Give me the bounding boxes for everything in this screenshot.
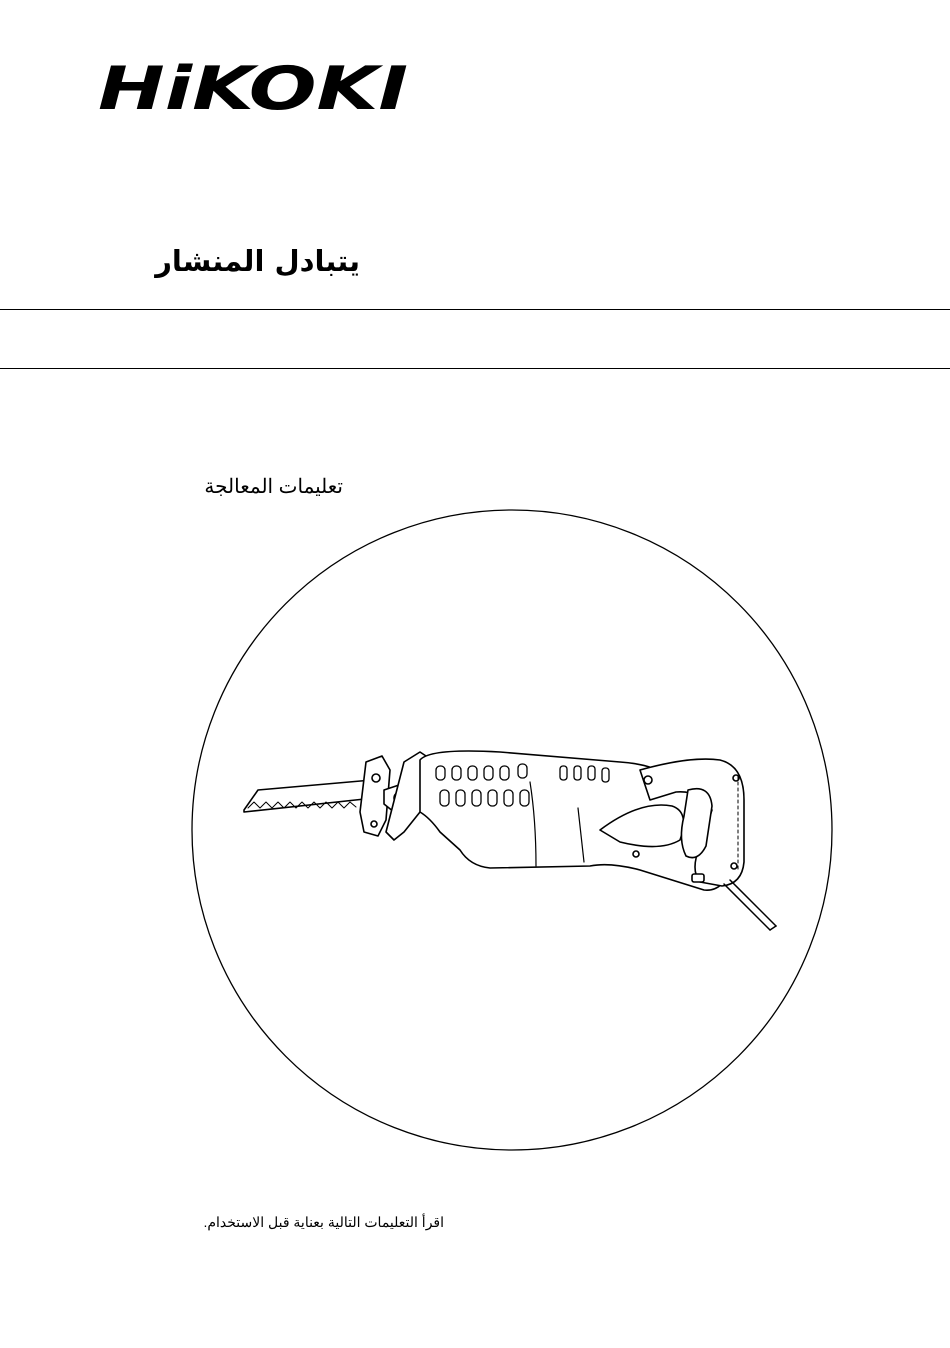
document-subtitle: تعليمات المعالجة [204,476,343,498]
document-title: يتبادل المنشار [155,244,360,278]
hikoki-logo-mark [94,60,412,116]
reciprocating-saw-drawing [190,508,834,1152]
product-illustration [190,508,834,1152]
read-instructions-note: اقرأ التعليمات التالية بعناية قبل الاستخدام. [203,1214,444,1230]
hikoki-logo [94,60,412,116]
power-cord [724,880,776,930]
title-divider-bottom [0,368,950,369]
title-divider-top [0,309,950,310]
svg-text:HiKOKI: HiKOKI [98,60,408,116]
